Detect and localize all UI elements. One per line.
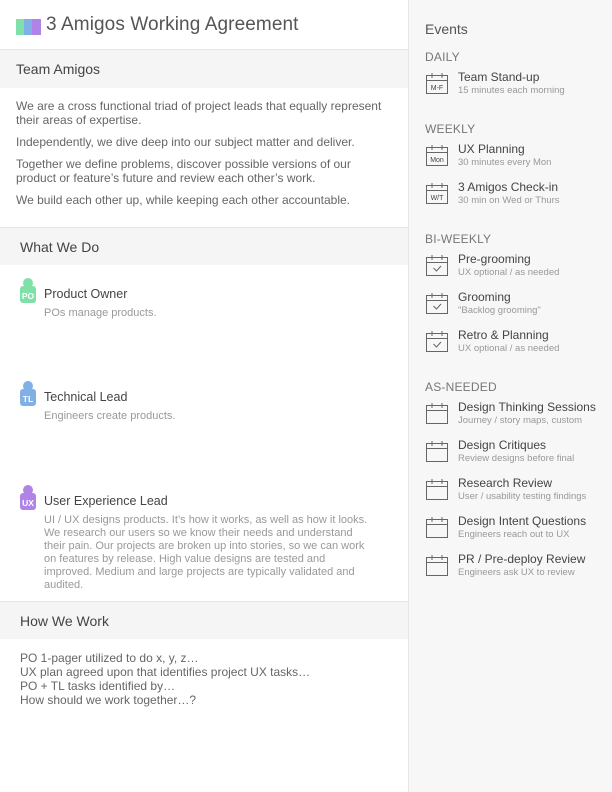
section-header-how-we-work: How We Work [0, 601, 408, 639]
event-item[interactable] [409, 328, 612, 366]
event-item[interactable] [409, 142, 612, 180]
event-item[interactable] [409, 476, 612, 514]
team-intro [0, 88, 408, 227]
event-group-bi-weekly [409, 232, 612, 366]
intro-paragraph: We are a cross functional triad of project leads that equally represent their areas of expertise. [16, 99, 382, 127]
event-item[interactable] [409, 290, 612, 328]
role-description: Engineers create products. [44, 410, 176, 422]
how-we-work-body [0, 639, 408, 719]
event-group-as-needed [409, 380, 612, 590]
how-line: PO 1-pager utilized to do x, y, z… [20, 651, 199, 665]
event-name: Design Thinking Sessions [458, 400, 596, 414]
calendar-blank-icon [425, 553, 449, 577]
title-bar [0, 0, 408, 50]
role-title: User Experience Lead [44, 494, 168, 508]
role-description: POs manage products. [44, 307, 157, 319]
event-subtitle: UX optional / as needed [458, 267, 560, 278]
event-item[interactable] [409, 514, 612, 552]
person-icon: PO [20, 278, 36, 306]
calendar-check-icon [425, 291, 449, 315]
calendar-icon: M-F [425, 71, 449, 95]
event-group-weekly [409, 122, 612, 218]
event-name: Design Critiques [458, 438, 547, 452]
role-technical-lead [20, 381, 374, 423]
event-subtitle: 30 min on Wed or Thurs [458, 195, 560, 206]
event-subtitle: Journey / story maps, custom [458, 415, 583, 426]
calendar-blank-icon [425, 515, 449, 539]
intro-paragraph: Together we define problems, discover possible versions of our product or feature’s future and review each other’s work. [16, 157, 351, 185]
team-icon [16, 15, 40, 35]
event-name: Pre-grooming [458, 252, 531, 266]
event-name: Team Stand-up [458, 70, 540, 84]
role-title: Technical Lead [44, 390, 128, 404]
event-name: Retro & Planning [458, 328, 549, 342]
event-subtitle: 30 minutes every Mon [458, 157, 552, 168]
event-subtitle: 15 minutes each morning [458, 85, 565, 96]
event-item[interactable] [409, 552, 612, 590]
events-title: Events [425, 21, 468, 37]
event-subtitle: "Backlog grooming" [458, 305, 541, 316]
how-line: UX plan agreed upon that identifies project UX tasks… [20, 665, 311, 679]
role-description: UI / UX designs products. It’s how it works, as well as how it looks. We research our users so we know their needs and understand their pain. Our projects are broken up into stories, so we can work on features by release. High value designs are tested and improved. Medium and large projects are typically validated and audited. [44, 514, 368, 591]
role-title: Product Owner [44, 287, 128, 301]
events-sidebar [408, 0, 612, 792]
event-name: Design Intent Questions [458, 514, 587, 528]
how-line: How should we work together…? [20, 693, 197, 707]
event-item[interactable] [409, 438, 612, 476]
event-name: UX Planning [458, 142, 525, 156]
calendar-icon: W/T [425, 181, 449, 205]
event-name: 3 Amigos Check-in [458, 180, 559, 194]
calendar-check-icon [425, 329, 449, 353]
person-icon: UX [20, 485, 36, 513]
event-group-label: WEEKLY [425, 122, 476, 136]
event-group-label: BI-WEEKLY [425, 232, 492, 246]
calendar-icon: Mon [425, 143, 449, 167]
event-subtitle: Engineers ask UX to review [458, 567, 575, 578]
event-item[interactable] [409, 180, 612, 218]
event-name: Grooming [458, 290, 511, 304]
event-group-label: DAILY [425, 50, 460, 64]
event-subtitle: Engineers reach out to UX [458, 529, 570, 540]
section-header-team: Team Amigos [0, 50, 408, 88]
event-group-label: AS-NEEDED [425, 380, 497, 394]
role-product-owner [20, 278, 374, 320]
event-item[interactable] [409, 252, 612, 290]
event-subtitle: Review designs before final [458, 453, 575, 464]
event-subtitle: User / usability testing findings [458, 491, 587, 502]
event-name: PR / Pre-deploy Review [458, 552, 586, 566]
event-name: Research Review [458, 476, 553, 490]
how-line: PO + TL tasks identified by… [20, 679, 176, 693]
person-icon: TL [20, 381, 36, 409]
event-subtitle: UX optional / as needed [458, 343, 560, 354]
intro-paragraph: We build each other up, while keeping each other accountable. [16, 193, 351, 207]
page-title: 3 Amigos Working Agreement [46, 13, 299, 35]
roles-list [0, 265, 408, 601]
event-item[interactable] [409, 400, 612, 438]
calendar-blank-icon [425, 477, 449, 501]
calendar-check-icon [425, 253, 449, 277]
calendar-blank-icon [425, 439, 449, 463]
role-ux-lead [20, 485, 374, 592]
event-group-daily [409, 50, 612, 108]
section-header-what-we-do: What We Do [0, 227, 408, 265]
intro-paragraph: Independently, we dive deep into our subject matter and deliver. [16, 135, 355, 149]
calendar-blank-icon [425, 401, 449, 425]
event-item[interactable] [409, 70, 612, 108]
